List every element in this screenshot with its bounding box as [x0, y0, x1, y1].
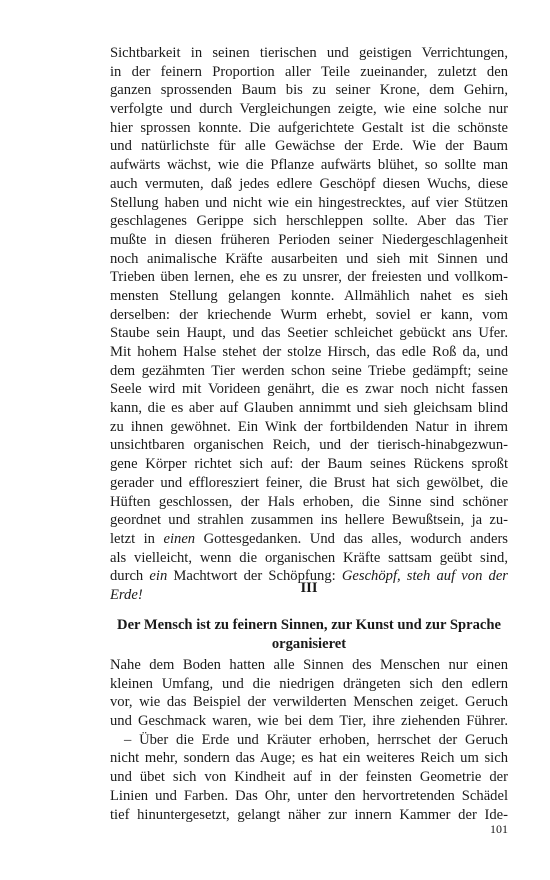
text-line: tief hinuntergesetzt, gelangt näher zur innern Kammer der Ide- — [110, 806, 508, 823]
text-line: ganzen sprossenden Baum bis zu seiner Krone, dem Gehirn, — [110, 82, 508, 99]
text-line: Linien und Farben. Das Ohr, unter den hervortretenden Schädel — [110, 787, 508, 804]
text-line: Sichtbarkeit in seinen tierischen und geistigen Verrichtungen, — [110, 45, 508, 61]
text-line: als vielleicht, wenn die organischen Kräfte sattsam geübt sind, — [110, 549, 508, 566]
text-line: dem gezähmten Tier werden schon seine Triebe gedämpft; seine — [110, 362, 508, 379]
page-number: 101 — [490, 822, 508, 836]
text-line: Seele wird mit Vorideen genährt, die es zwar noch nicht fassen — [110, 381, 508, 398]
paragraph-2 — [110, 656, 508, 824]
text-run: letzt in — [110, 530, 164, 547]
text-line: geschlagenes Gerippe sich herschleppen sollte. Aber das Tier — [110, 213, 508, 230]
text-line: gene Körper richtet sich auf: der Baum seines Rückens sproßt — [110, 456, 508, 473]
text-line: und Geschmack waren, wie bei dem Tier, ihre ziehenden Führer. — [110, 713, 508, 730]
text-line — [110, 530, 508, 549]
italic-word: ein — [149, 568, 168, 585]
text-line: in der feinern Proportion aller Teile zueinander, zuletzt den — [110, 63, 508, 80]
italic-phrase: Erde! — [110, 586, 143, 603]
text-line: unsichtbaren organischen Reich, und der tierisch-hinabgezwun- — [110, 437, 508, 454]
text-line: Nahe dem Boden hatten alle Sinnen des Menschen nur einen — [110, 657, 508, 673]
text-line: auch vermuten, daß jedes edlere Geschöpf diesen Wuchs, diese — [110, 175, 508, 192]
italic-phrase: Geschöpf, steh auf von der — [341, 568, 508, 585]
text-line: zu ihnen gewöhnet. Ein Wink der fortbildenden Natur in ihrem — [110, 418, 508, 435]
text-line: mensten Stellung gelangen konnte. Allmählich nahet es sieh — [110, 287, 508, 304]
text-line: mußte in diesen früheren Perioden seiner Niedergeschlagenheit — [110, 231, 508, 248]
text-line: geordnet und strahlen zusammen ins hellere Bewußtsein, ja zu- — [110, 512, 508, 529]
text-line: kleinen Umfang, und die niedrigen drängeten sich den edlern — [110, 675, 508, 692]
italic-word: einen — [163, 530, 196, 547]
text-line: Stellung haben und nicht wie ein hingestrecktes, auf vier Stützen — [110, 194, 508, 211]
text-run: durch — [110, 568, 150, 585]
heading-line: organisieret — [271, 635, 347, 652]
text-line: nicht mehr, sondern das Auge; es hat ein weiteres Reich um sich — [110, 750, 508, 767]
text-line: – Über die Erde und Kräuter erhoben, herrschet der Geruch — [124, 731, 508, 748]
text-line: derselben: der kriechende Wurm erhebt, soviel er kann, vom — [110, 306, 508, 323]
text-line: gerader und effloresziert feiner, die Brust hat sich gewölbet, die — [110, 474, 508, 491]
text-line: vor, wie das Beispiel der verwilderten Menschen zeiget. Geruch — [110, 694, 508, 711]
text-line: Trieben üben lernen, ehe es zu unsrer, der freiesten und vollkom- — [110, 269, 508, 286]
text-run: Machtwort der Schöpfung: — [167, 568, 342, 585]
section-number: III — [300, 580, 318, 596]
text-line: noch animalische Kräfte ausarbeiten und sieh mit Sinnen und — [110, 250, 508, 267]
text-line: Staube sein Haupt, und das Seetier schleichet gebückt ans Ufer. — [110, 325, 508, 342]
text-line: Hüften geschlossen, der Hals erhoben, die Sinne sind schöner — [110, 493, 508, 510]
section-heading — [110, 616, 508, 653]
text-run: Gottesgedanken. Und das alles, wodurch anders — [195, 530, 508, 547]
text-line: und übet sich von Kindheit auf in der feinsten Geometrie der — [110, 769, 508, 786]
text-line: aufwärts wächst, wie die Pflanze aufwärts blühet, so sollte man — [110, 157, 508, 174]
paragraph-1 — [110, 44, 508, 605]
heading-line: Der Mensch ist zu feinern Sinnen, zur Kunst und zur Sprache — [117, 617, 501, 633]
text-line: kann, die es aber auf Glauben annimmt und sieh gleichsam blind — [110, 400, 508, 417]
text-line: und natürlichste für alle Gewächse der Erde. Wie der Baum — [110, 138, 508, 155]
text-line: hier sprossen konnte. Die aufgerichtete Gestalt ist die schönste — [110, 119, 508, 136]
text-line: Mit hohem Halse stehet der stolze Hirsch, das edle Roß da, und — [110, 344, 508, 360]
text-line: verfolgte und durch Vergleichungen zeigte, wie eine solche nur — [110, 101, 508, 118]
